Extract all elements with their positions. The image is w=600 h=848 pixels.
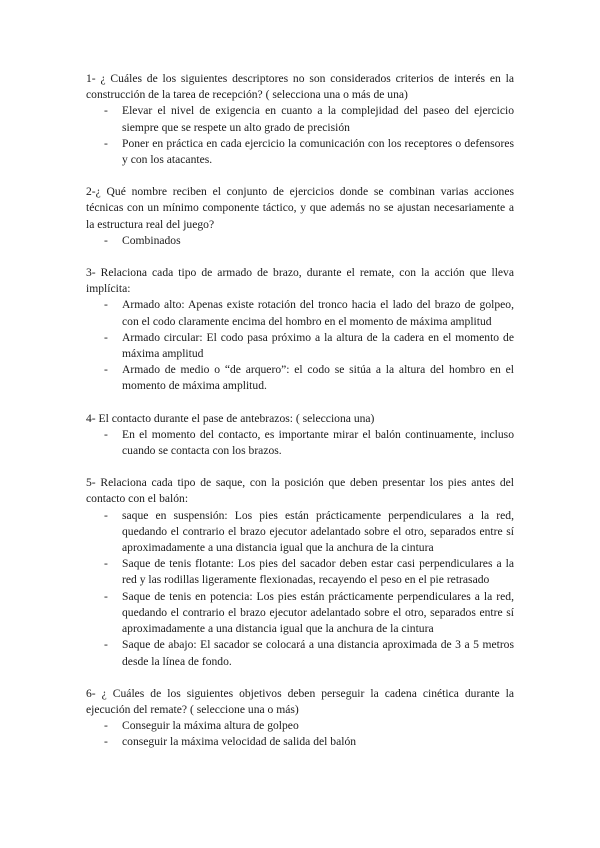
answer-list: [86, 233, 514, 249]
answer-text: Poner en práctica en cada ejercicio la comunicación con los receptores o defensores y con los atacantes.: [122, 136, 514, 167]
answer-item: - Armado de medio o “de arquero”: el codo se sitúa a la altura del hombro en el momento de máxima amplitud.: [104, 363, 514, 393]
answer-item: - Saque de tenis flotante: Los pies del sacador deben estar casi perpendiculares a la red y las rodillas ligeramente flexionadas, recayendo el peso en el pie retrasado: [104, 557, 514, 587]
answer-item: - Combinados: [104, 233, 181, 247]
question-2: [86, 184, 514, 249]
answer-text: conseguir la máxima velocidad de salida del balón: [122, 735, 357, 749]
question-5: [86, 475, 514, 669]
answer-text: Combinados: [122, 233, 181, 247]
answer-text: Saque de abajo: El sacador se colocará a una distancia aproximada de 3 a 5 metros desde la línea de fondo.: [122, 638, 514, 668]
question-text: 5- Relaciona cada tipo de saque, con la posición que deben presentar los pies antes del contacto con el balón:: [86, 476, 514, 506]
answer-text: Saque de tenis flotante: Los pies del sacador deben estar casi perpendiculares a la red y las rodillas ligeramente flexionadas, recayendo el peso en el pie retrasado: [122, 557, 514, 587]
answer-list: [86, 297, 514, 394]
answer-list: [86, 718, 514, 750]
answer-list: [86, 508, 514, 670]
question-1: [86, 71, 514, 168]
answer-item: - saque en suspensión: Los pies están prácticamente perpendiculares a la red, quedando el contrario el brazo ejecutor adelantado sobre el otro, separados entre sí aproximadamente a una distancia igual que la anchura de la cintura: [104, 508, 514, 555]
answer-list: [86, 103, 514, 168]
answer-text: saque en suspensión: Los pies están prácticamente perpendiculares a la red, quedando el contrario el brazo ejecutor adelantado sobre el otro, separados entre sí aproximadamente a una distancia igual que la anchura de la cintura: [122, 508, 514, 555]
answer-text: Conseguir la máxima altura de golpeo: [122, 719, 299, 733]
answer-text: En el momento del contacto, es importante mirar el balón continuamente, incluso cuando se contacta con los brazos.: [122, 427, 514, 458]
answer-list: [86, 427, 514, 459]
question-3: [86, 265, 514, 395]
answer-text: Armado circular: El codo pasa próximo a la altura de la cadera en el momento de máxima amplitud: [122, 330, 514, 361]
answer-item: - Conseguir la máxima altura de golpeo: [104, 719, 299, 733]
answer-item: - Saque de tenis en potencia: Los pies están prácticamente perpendiculares a la red, quedando el contrario el brazo ejecutor adelantado sobre el otro, separados entre sí aproximadamente a una distancia igual que la anchura de la cintura: [104, 589, 514, 636]
answer-item: - Saque de abajo: El sacador se colocará a una distancia aproximada de 3 a 5 metros desde la línea de fondo.: [104, 638, 514, 668]
question-text: 2-¿ Qué nombre reciben el conjunto de ejercicios donde se combinan varias acciones técnicas con un mínimo componente táctico, y que además no se ajustan necesariamente a la estructura real del juego?: [86, 185, 514, 231]
question-text: 4- El contacto durante el pase de antebrazos: ( selecciona una): [86, 411, 375, 425]
question-text: 6- ¿ Cuáles de los siguientes objetivos deben perseguir la cadena cinética durante la ejecución del remate? ( seleccione una o más): [86, 686, 514, 716]
document-page: [86, 71, 514, 767]
answer-item: - Elevar el nivel de exigencia en cuanto a la complejidad del paseo del ejercicio siempre que se respete un alto grado de precisión: [104, 104, 514, 134]
answer-text: Armado de medio o “de arquero”: el codo se sitúa a la altura del hombro en el momento de máxima amplitud.: [122, 363, 514, 393]
answer-text: Elevar el nivel de exigencia en cuanto a la complejidad del paseo del ejercicio siempre que se respete un alto grado de precisión: [122, 104, 514, 134]
answer-item: - En el momento del contacto, es importante mirar el balón continuamente, incluso cuando se contacta con los brazos.: [104, 427, 514, 458]
answer-item: - Poner en práctica en cada ejercicio la comunicación con los receptores o defensores y con los atacantes.: [104, 136, 514, 167]
question-text: 1- ¿ Cuáles de los siguientes descriptores no son considerados criterios de interés en la construcción de la tarea de recepción? ( selecciona una o más de una): [86, 72, 514, 102]
answer-text: Saque de tenis en potencia: Los pies están prácticamente perpendiculares a la red, quedando el contrario el brazo ejecutor adelantado sobre el otro, separados entre sí aproximadamente a una distancia igual que la anchura de la cintura: [122, 589, 514, 636]
question-6: [86, 686, 514, 751]
answer-text: Armado alto: Apenas existe rotación del tronco hacia el lado del brazo de golpeo, con el codo claramente encima del hombro en el momento de máxima amplitud: [122, 298, 514, 328]
answer-item: - Armado circular: El codo pasa próximo a la altura de la cadera en el momento de máxima amplitud: [104, 330, 514, 361]
answer-item: - conseguir la máxima velocidad de salida del balón: [104, 735, 357, 749]
question-4: [86, 411, 514, 460]
answer-item: - Armado alto: Apenas existe rotación del tronco hacia el lado del brazo de golpeo, con el codo claramente encima del hombro en el momento de máxima amplitud: [104, 298, 514, 328]
question-text: 3- Relaciona cada tipo de armado de brazo, durante el remate, con la acción que lleva implícita:: [86, 266, 514, 296]
